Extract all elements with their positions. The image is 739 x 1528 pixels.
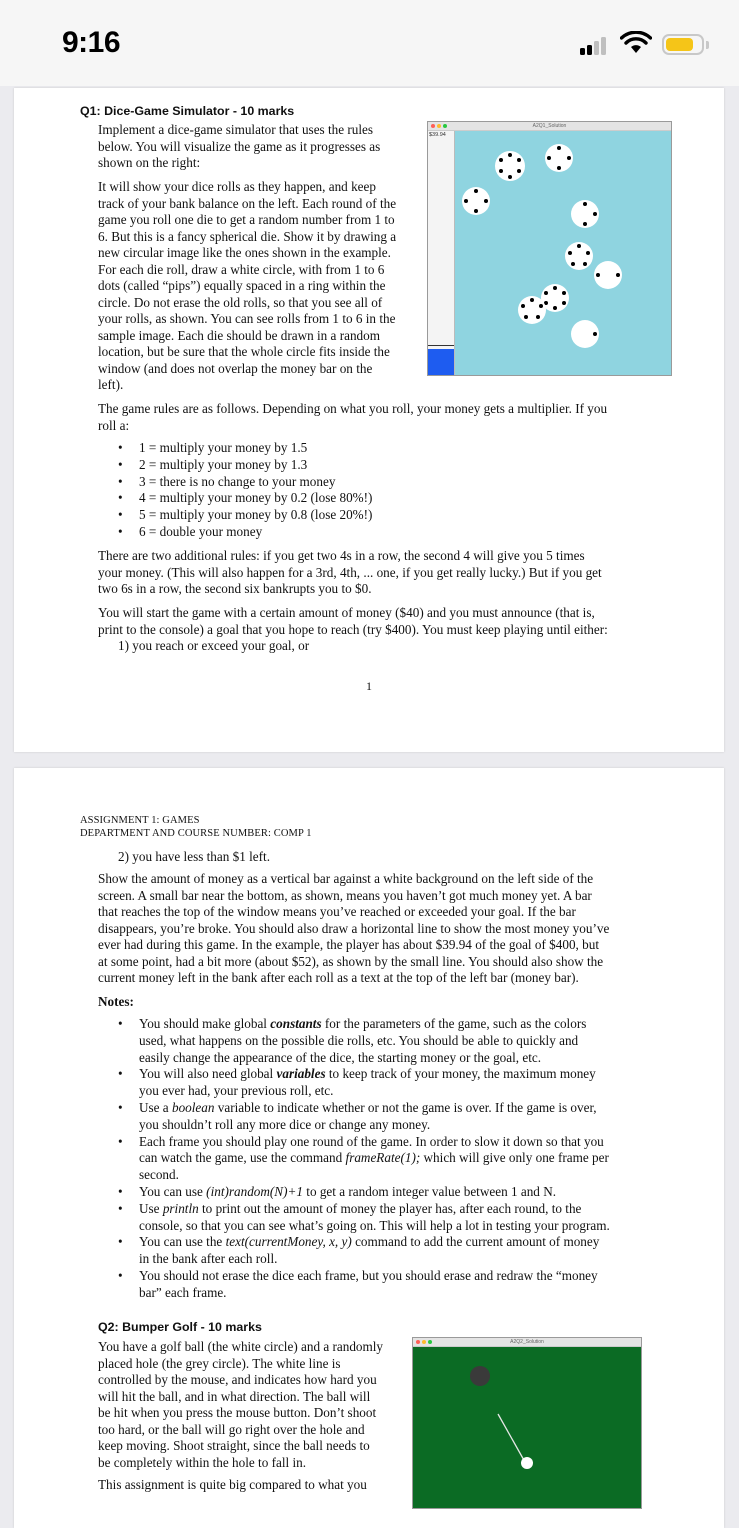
list-item-continuation: console, so that you can see what’s going on. This will help a lot in testing your program. [139,1217,610,1233]
header-department: DEPARTMENT AND COURSE NUMBER: COMP 1 [80,828,312,839]
q2-title: Q2: Bumper Golf - 10 marks [98,1320,262,1334]
text-line: You will start the game with a certain amount of money ($40) and you must announce (that is, [98,605,595,620]
list-item: • You can use (int)random(N)+1 to get a random integer value between 1 and N. [98,1184,668,1201]
text-line: window (and does not overlap the money bar on the [98,360,373,376]
q2-description [98,1339,383,1471]
text-line: disappears, you’re broke. You should also draw a horizontal line to show the most money you’ve [98,920,610,936]
list-item-continuation: easily change the appearance of the dice, the starting money or the goal, etc. [139,1049,542,1065]
list-item: • 2 = multiply your money by 1.3 [98,457,658,474]
list-item: • Use println to print out the amount of money the player has, after each round, to the [98,1201,668,1218]
text-line: controlled by the mouse, and indicates how hard you [98,1372,377,1387]
text-line: new circular image like the ones shown in the example. [98,245,391,260]
text-line: ever had during this game. In the example, the player has about $39.94 of the goal of $400, but [98,937,599,952]
money-label: $39.94 [429,132,446,138]
notes-list [98,1016,668,1302]
golf-screenshot [412,1337,642,1509]
list-item-continuation: bar” each frame. [139,1284,227,1300]
text-line: roll a: [98,417,130,433]
page-number: 1 [366,679,372,693]
text-line: two 6s in a row, the second six bankrupts you to $0. [98,581,372,596]
battery-icon [662,34,704,55]
list-item: • You should not erase the dice each frame, but you should erase and redraw the “money [98,1268,668,1285]
list-item: • 3 = there is no change to your money [98,474,658,491]
list-item: • 4 = multiply your money by 0.2 (lose 80%!) [98,490,658,507]
money-bar-description [98,871,609,987]
text-line: track of your bank balance on the left. Each round of the [98,195,397,211]
golf-canvas [413,1338,641,1508]
condition-1: 1) you reach or exceed your goal, or [118,638,310,653]
list-item: • You can use the text(currentMoney, x, y) command to add the current amount of money [98,1234,668,1251]
list-item-continuation: you ever had, your previous roll, etc. [139,1083,334,1099]
text-line: your money. (This will also happen for a 3rd, 4th, ... one, if you get really lucky.) But if you get [98,564,602,580]
list-item-continuation: used, what happens on the possible die rolls, etc. You should be able to quickly and [139,1032,579,1048]
list-item: • You will also need global variables to keep track of your money, the maximum money [98,1066,668,1083]
q2-more: This assignment is quite big compared to what you [98,1477,367,1492]
header-assignment: ASSIGNMENT 1: GAMES [80,815,200,826]
status-time: 9:16 [62,26,121,59]
status-bar [0,0,739,86]
text-line: dots (called “pips”) equally spaced in a ring within the [98,278,386,293]
text-line: below. You will visualize the game as it progresses as [98,138,381,154]
dice-canvas [428,122,671,375]
text-line: placed hole (the grey circle). The white line is [98,1355,341,1371]
rules-intro [98,401,607,434]
text-line: You have a golf ball (the white circle) and a randomly [98,1339,384,1354]
text-line: print to the console) a goal that you hope to reach (try $400). You must keep playing until either: [98,621,608,637]
golf-hole [470,1366,490,1386]
start-paragraph [98,605,608,655]
text-line: keep moving. Shoot straight, since the ball needs to [98,1438,370,1453]
list-item-continuation: in the bank after each roll. [139,1251,278,1267]
text-line: 6. But this is a fancy spherical die. Show it by drawing a [98,228,397,244]
text-line: will hit the ball, and in what direction. The ball will [98,1388,371,1404]
signal-icon [580,35,614,55]
q1-intro [98,122,380,172]
list-item: • 5 = multiply your money by 0.8 (lose 20%!) [98,507,658,524]
list-item: • 1 = multiply your money by 1.5 [98,440,658,457]
text-line: game you roll one die to get a random number from 1 to [98,212,395,227]
text-line: shown on the right: [98,155,201,170]
window-title: A2Q2_Solution [510,1339,544,1345]
document-page-2 [14,768,724,1528]
text-line: current money left in the bank after each roll as a text at the top of the left bar (money bar). [98,970,579,985]
text-line: at some point, had a bit more (about $52), as shown by the small line. You should also show the [98,953,604,969]
battery-nub [706,41,709,49]
document-page-1 [14,88,724,752]
q1-description [98,179,396,394]
aim-line [498,1414,525,1462]
text-line: be hit when you press the mouse button. Don’t shoot [98,1405,377,1420]
window-title: A2Q1_Solution [532,123,567,129]
list-item: • 6 = double your money [98,524,658,541]
extra-rules [98,548,602,598]
text-line: There are two additional rules: if you get two 4s in a row, the second 4 will give you 5 times [98,548,585,563]
list-item: • Each frame you should play one round of the game. In order to slow it down so that you [98,1134,668,1151]
list-item-continuation: can watch the game, use the command frameRate(1); which will give only one frame per [139,1150,609,1166]
list-item-continuation: second. [139,1167,179,1183]
text-line: It will show your dice rolls as they happen, and keep [98,179,376,194]
text-line: Show the amount of money as a vertical bar against a white background on the left side of the [98,871,594,886]
text-line: left). [98,377,124,392]
q1-title: Q1: Dice-Game Simulator - 10 marks [80,104,295,118]
text-line: that reaches the top of the window means you’ve reached or exceeded your goal. If the bar [98,904,576,919]
list-item-continuation: you shouldn’t roll any more dice or change any money. [139,1116,431,1132]
list-item: • You should make global constants for the parameters of the game, such as the colors [98,1016,668,1033]
text-line: be completely within the hole to fall in. [98,1454,307,1470]
wifi-icon [620,31,652,55]
text-line: The game rules are as follows. Depending on what you roll, your money gets a multiplier. If you [98,401,608,416]
text-line: Implement a dice-game simulator that uses the rules [98,122,374,137]
condition-2: 2) you have less than $1 left. [118,849,270,864]
text-line: circle. Do not erase the old rolls, so that you see all of [98,294,383,310]
text-line: too hard, or the ball will go right over the hole and [98,1421,365,1437]
text-line: For each die roll, draw a white circle, with from 1 to 6 [98,261,385,277]
dice-simulator-screenshot [427,121,672,376]
golf-ball [521,1457,533,1469]
list-item: • Use a boolean variable to indicate whether or not the game is over. If the game is over, [98,1100,668,1117]
text-line: sample image. Each die should be drawn in a random [98,327,380,343]
text-line: location, but be sure that the whole circle fits inside the [98,344,390,359]
notes-title: Notes: [98,994,134,1009]
text-line: screen. A small bar near the bottom, as shown, means you haven’t got much money yet. A bar [98,887,592,903]
text-line: your rolls, as shown. You can see rolls from 1 to 6 in the [98,311,396,326]
rules-list [98,440,658,541]
